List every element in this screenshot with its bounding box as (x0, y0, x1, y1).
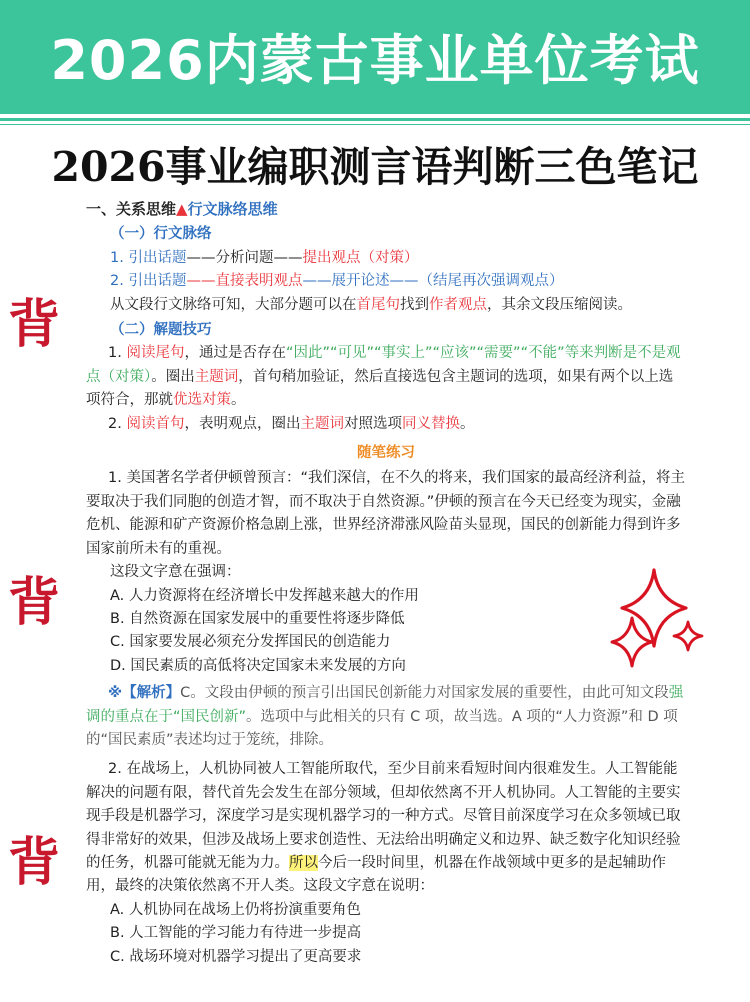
t1b: 阅读尾句 (126, 345, 185, 362)
l3c: 找到 (400, 296, 429, 313)
triangle-icon: ▲ (176, 200, 188, 218)
bei-handwriting-1: 背 (8, 294, 61, 355)
context-line-1 (86, 247, 686, 270)
t1f: 主题词 (194, 368, 239, 385)
t1e: 。圈出 (151, 368, 195, 385)
q1-option-d: D. 国民素质的高低将决定国家未来发展的方向 (110, 657, 406, 674)
context-line-3 (86, 294, 686, 317)
q1-option-b: B. 自然资源在国家发展中的重要性将逐步降低 (110, 610, 405, 627)
q2-text-b: 今后一段时间里，机器在作战领域中更多的是起辅助作用，最终的决策依然离不开人类。这段文字意在说明： (86, 854, 666, 895)
q2-text-a: 2. 在战场上，人机协同被人工智能所取代，至少目前来看短时间内很难发生。人工智能能解决的问题有限，替代首先会发生在部分领域，但却依然离不开人机协同。人工智能的主要实现手段是机器学习，深度学习是实现机器学习的一种方式。尽管目前深度学习在众多领域已取得非常好的效果，但涉及战场上要求创造性、无法给出明确定义和边界、缺乏数字化知识经验的任务，机器可能就无能为力。 (86, 761, 681, 871)
t2d: 主题词 (300, 415, 344, 432)
banner-title: 2026内蒙古事业单位考试 (50, 29, 700, 92)
t2e: 对照选项 (343, 415, 402, 432)
l1a: 1. 引出话题 (110, 249, 187, 266)
q2-option-b: B. 人工智能的学习能力有待进一步提高 (110, 925, 362, 942)
question-1: 1. 美国著名学者伊顿曾预言：“我们深信，在不久的将来，我们国家的最高经济利益，将主要取决于我们同胞的创造才智，而不取决于自然资源。”伊顿的预言在今天已经变为现实，金融危机、能源和矿产资源价格急剧上涨，世界经济滞涨风险苗头显现，国民的创新能力得到许多国家前所未有的重视。 (86, 470, 685, 557)
l3d: 作者观点 (429, 296, 487, 313)
l1c: 提出观点（对策） (302, 249, 419, 266)
title-banner (0, 0, 750, 114)
subheading-context: （一）行文脉络 (110, 226, 212, 243)
analysis-label: ※【解析】 (108, 685, 181, 702)
analysis-text-2: 。选项中与此相关的只有 C 项，故当选。A 项的“人力资源”和 D 项的“国民素质”表述均过于笼统，排除。 (86, 708, 678, 748)
bei-handwriting-2: 背 (8, 572, 61, 633)
t2f: 同义替换 (401, 415, 460, 432)
l2b: —— (186, 273, 216, 290)
l2d: ——展开论述——（结尾再次强调观点） (302, 273, 564, 290)
analysis-highlight: 强调的重点在于“国民创新” (86, 685, 684, 725)
t1c: ，通过是否存在 (184, 345, 286, 362)
subheading-tips: （二）解题技巧 (110, 322, 212, 339)
t2a: 2. (108, 415, 127, 432)
l1b: ——分析问题—— (186, 249, 303, 266)
t1a: 1. (108, 345, 127, 362)
l3e: ，其余文段压缩阅读。 (487, 296, 632, 313)
bei-handwriting-3: 背 (8, 832, 61, 893)
t2c: ，表明观点，圈出 (184, 415, 301, 432)
l2a: 2. 引出话题 (110, 273, 187, 290)
divider-thin (0, 124, 750, 125)
t2g: 。 (459, 415, 475, 432)
divider-thick (0, 118, 750, 121)
t1g: ，首句稍加验证，然后直接选包含主题词的选项，如果有两个以上选项符合，那就 (86, 368, 674, 409)
tip-2 (86, 413, 686, 436)
question-2 (86, 758, 686, 898)
q2-option-c: C. 战场环境对机器学习提出了更高要求 (110, 948, 362, 965)
t1h: 优选对策 (173, 392, 231, 409)
t1i: 。 (231, 392, 246, 409)
section-heading (86, 198, 686, 221)
l2c: 直接表明观点 (215, 273, 303, 290)
tip-1 (86, 342, 686, 412)
heading-part-a: 一、关系思维 (86, 200, 177, 218)
t2b: 阅读首句 (126, 415, 185, 432)
answer-analysis (86, 682, 686, 752)
q2-option-a: A. 人机协同在战场上仍将扮演重要角色 (110, 901, 361, 918)
q1-option-c: C. 国家要发展必须充分发挥国民的创造能力 (110, 634, 391, 651)
notes-content (86, 198, 686, 969)
analysis-text-1: C。文段由伊顿的预言引出国民创新能力对国家发展的重要性，由此可知文段 (180, 685, 669, 702)
context-line-2 (86, 270, 686, 293)
q2-highlight: 所以 (289, 854, 318, 871)
heading-part-b: 行文脉络思维 (187, 200, 278, 218)
page-subtitle: 2026事业编职测言语判断三色笔记 (51, 143, 699, 191)
practice-title: 随笔练习 (357, 445, 415, 462)
l3b: 首尾句 (356, 296, 400, 313)
l3a: 从文段行文脉络可知，大部分题可以在 (110, 296, 357, 313)
t1d: “因此”“可见”“事实上”“应该”“需要”“不能”等来判断是不是观点（对策） (86, 345, 681, 385)
q1-option-a: A. 人力资源将在经济增长中发挥越来越大的作用 (110, 587, 419, 604)
question-1-stem: 这段文字意在强调： (110, 564, 241, 581)
